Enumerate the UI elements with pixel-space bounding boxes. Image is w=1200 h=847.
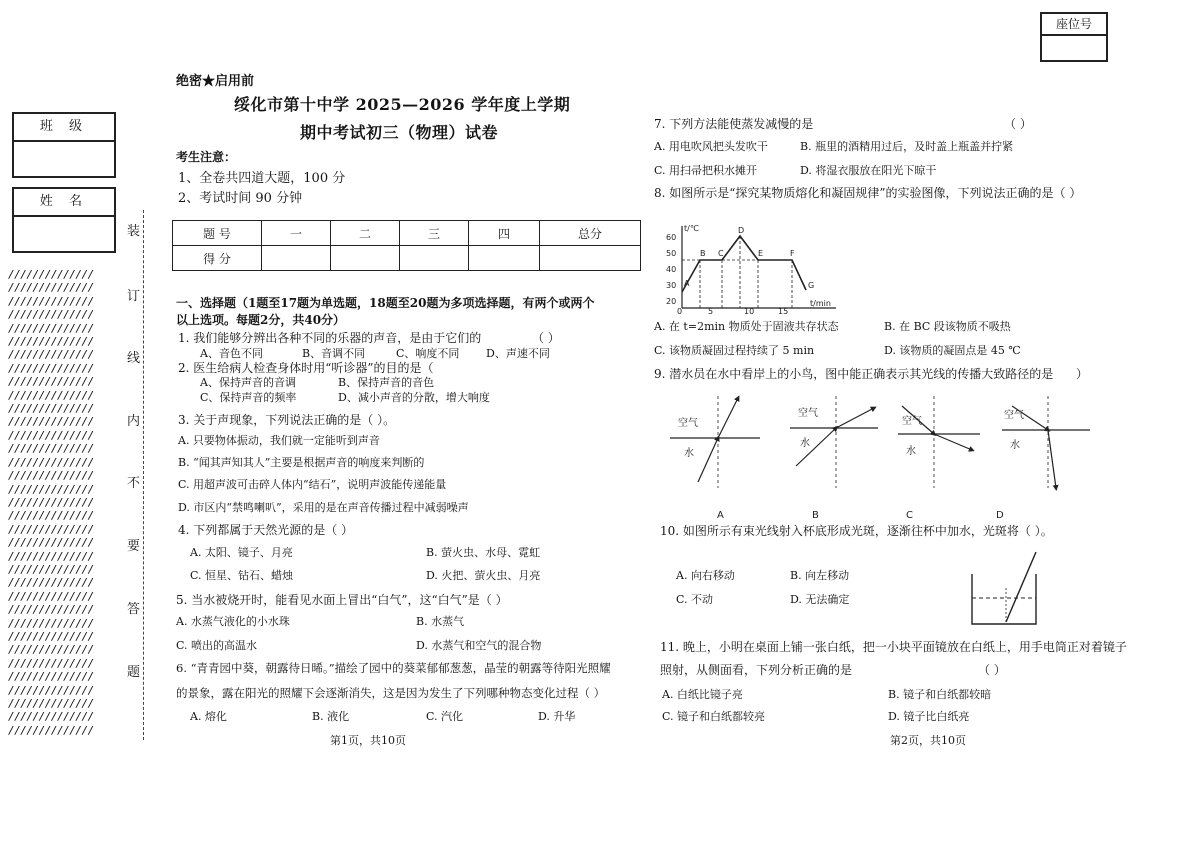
answer-paren[interactable]: （ ） xyxy=(532,331,560,345)
option[interactable]: C. 用超声波可击碎人体内“结石”，说明声波能传递能量 xyxy=(178,478,447,491)
hatch-row: ////////////// xyxy=(8,415,94,429)
graph-point-label: F xyxy=(790,249,795,258)
hatch-row: ////////////// xyxy=(8,268,94,281)
binding-char: 订 xyxy=(127,283,140,306)
question-stem: 2. 医生给病人检查身体时用“听诊器”的目的是（ xyxy=(178,361,434,375)
graph-y-tick: 60 xyxy=(666,233,677,242)
graph-y-tick: 40 xyxy=(666,265,677,274)
option[interactable]: D. 火把、萤火虫、月亮 xyxy=(426,569,541,582)
option[interactable]: A. 白纸比镜子亮 xyxy=(662,688,743,701)
option[interactable]: B、保持声音的音色 xyxy=(338,376,435,389)
binding-line xyxy=(143,210,144,740)
label-air: 空气 xyxy=(798,408,818,419)
hatch-row: ////////////// xyxy=(8,308,94,322)
page-footer-right: 第2页，共10页 xyxy=(890,734,966,747)
score-input[interactable] xyxy=(540,246,641,271)
hatch-row: ////////////// xyxy=(8,629,94,643)
section-title-cont: 以上选项。每题2分，共40分） xyxy=(176,313,346,327)
question-stem: 8. 如图所示是“探究某物质熔化和凝固规律”的实验图像，下列说法正确的是（ ） xyxy=(654,186,1082,200)
hatch-row: ////////////// xyxy=(8,442,94,456)
option[interactable]: C. 镜子和白纸都较亮 xyxy=(662,710,766,723)
label-water: 水 xyxy=(1010,440,1020,451)
hatch-row: ////////////// xyxy=(8,670,94,684)
graph-point-label: B xyxy=(700,249,706,258)
question-stem: 6. “青青园中葵，朝露待日晞。”描绘了园中的葵菜郁郁葱葱，晶莹的朝露等待阳光照耀 xyxy=(176,661,611,675)
option[interactable]: A、音色不同 xyxy=(200,347,263,360)
graph-point-label: E xyxy=(758,249,764,258)
binding-char: 答 xyxy=(127,596,140,619)
option[interactable]: B. 镜子和白纸都较暗 xyxy=(888,688,992,701)
cup-diagram xyxy=(966,548,1046,628)
graph-point-label: D xyxy=(738,226,745,235)
graph-point-label: G xyxy=(808,281,815,290)
option[interactable]: A. 熔化 xyxy=(190,710,227,723)
hatch-row: ////////////// xyxy=(8,469,94,483)
question-stem: 5. 当水被烧开时，能看见水面上冒出“白气”，这“白气”是（ ） xyxy=(176,593,508,607)
label-air: 空气 xyxy=(678,418,698,429)
option[interactable]: C、响度不同 xyxy=(396,347,460,360)
binding-hatch xyxy=(8,268,120,738)
note-item: 2、考试时间 90 分钟 xyxy=(178,191,303,206)
graph-point-label: C xyxy=(718,249,724,258)
hatch-row: ////////////// xyxy=(8,723,94,737)
hatch-row: ////////////// xyxy=(8,562,94,576)
seat-number-label: 座位号 xyxy=(1042,14,1106,36)
section-title: 一、选择题（1题至17题为单选题，18题至20题为多项选择题，有两个或两个 xyxy=(176,296,595,310)
question-stem: 1. 我们能够分辨出各种不同的乐器的声音，是由于它们的 xyxy=(178,331,482,345)
label-water: 水 xyxy=(684,448,694,459)
hatch-row: ////////////// xyxy=(8,536,94,550)
exam-title-line2: 期中考试初三（物理）试卷 xyxy=(300,123,499,142)
refraction-diagrams xyxy=(670,392,1100,522)
score-table-cell: 一 xyxy=(262,221,331,246)
hatch-row: ////////////// xyxy=(8,455,94,469)
hatch-row: ////////////// xyxy=(8,616,94,630)
graph-y-tick: 30 xyxy=(666,281,677,290)
score-table-cell: 总分 xyxy=(540,221,641,246)
option[interactable]: B、音调不同 xyxy=(302,347,366,360)
option[interactable]: B. 在 BC 段该物质不吸热 xyxy=(884,320,1011,333)
hatch-row: ////////////// xyxy=(8,402,94,416)
choice-label: C xyxy=(906,510,913,521)
question-stem: 10. 如图所示有束光线射入杯底形成光斑，逐渐往杯中加水，光斑将（ ）。 xyxy=(660,524,1053,538)
option[interactable]: B. 萤火虫、水母、霓虹 xyxy=(426,546,541,559)
option[interactable]: A. 向右移动 xyxy=(676,569,735,582)
option[interactable]: B. 瓶里的酒精用过后，及时盖上瓶盖并拧紧 xyxy=(800,140,1014,153)
hatch-row: ////////////// xyxy=(8,603,94,617)
option[interactable]: B. 向左移动 xyxy=(790,569,850,582)
option[interactable]: D. 无法确定 xyxy=(790,593,850,606)
option[interactable]: D. 市区内“禁鸣喇叭”，采用的是在声音传播过程中减弱噪声 xyxy=(178,501,469,514)
score-table-cell: 二 xyxy=(331,221,400,246)
option[interactable]: D. 镜子比白纸亮 xyxy=(888,710,970,723)
binding-char: 题 xyxy=(127,659,140,682)
hatch-row: ////////////// xyxy=(8,656,94,670)
hatch-row: ////////////// xyxy=(8,509,94,523)
option[interactable]: B. “闻其声知其人”主要是根据声音的响度来判断的 xyxy=(178,456,425,469)
graph-x-tick: 10 xyxy=(744,307,755,314)
graph-y-label: t/℃ xyxy=(684,224,699,233)
hatch-row: ////////////// xyxy=(8,549,94,563)
option[interactable]: D. 水蒸气和空气的混合物 xyxy=(416,639,542,652)
binding-char: 要 xyxy=(127,533,140,556)
name-label: 姓 名 xyxy=(14,189,114,217)
light-ray xyxy=(1006,552,1036,622)
hatch-row: ////////////// xyxy=(8,522,94,536)
label-water: 水 xyxy=(800,438,810,449)
label-air: 空气 xyxy=(902,416,922,427)
option[interactable]: A. 用电吹风把头发吹干 xyxy=(654,140,768,153)
hatch-row: ////////////// xyxy=(8,428,94,442)
graph-y-tick: 50 xyxy=(666,249,677,258)
hatch-row: ////////////// xyxy=(8,495,94,509)
binding-char: 不 xyxy=(127,470,140,493)
score-table-score-row xyxy=(173,246,641,271)
option[interactable]: C. 用扫帚把积水摊开 xyxy=(654,164,758,177)
hatch-row: ////////////// xyxy=(8,710,94,724)
graph-x-label: t/min xyxy=(810,299,831,308)
seat-number-box[interactable] xyxy=(1040,12,1108,62)
question-stem: 7. 下列方法能使蒸发减慢的是 xyxy=(654,117,814,131)
option[interactable]: D. 该物质的凝固点是 45 ℃ xyxy=(884,344,1021,357)
note-item: 1、全卷共四道大题，100 分 xyxy=(178,171,346,186)
question-stem: 4. 下列都属于天然光源的是（ ） xyxy=(178,523,354,537)
hatch-row: ////////////// xyxy=(8,375,94,389)
hatch-row: ////////////// xyxy=(8,348,94,362)
hatch-row: ////////////// xyxy=(8,643,94,657)
option[interactable]: A. 太阳、镜子、月亮 xyxy=(190,546,293,559)
hatch-row: ////////////// xyxy=(8,388,94,402)
score-table-cell: 三 xyxy=(400,221,469,246)
hatch-row: ////////////// xyxy=(8,335,94,349)
answer-paren[interactable]: （ ） xyxy=(978,663,1006,677)
score-table-cell: 题 号 xyxy=(173,221,262,246)
graph-x-tick: 5 xyxy=(708,307,714,314)
hatch-row: ////////////// xyxy=(8,697,94,710)
option[interactable]: C. 该物质凝固过程持续了 5 min xyxy=(654,344,815,357)
question-stem: 3. 关于声现象，下列说法正确的是（ ）。 xyxy=(178,413,396,427)
score-input[interactable] xyxy=(262,246,331,271)
hatch-row: ////////////// xyxy=(8,321,94,335)
answer-paren[interactable]: （ ） xyxy=(1004,117,1032,131)
option[interactable]: C、保持声音的频率 xyxy=(200,391,297,404)
hatch-row: ////////////// xyxy=(8,294,94,308)
option[interactable]: D、声速不同 xyxy=(486,347,550,360)
graph-x-tick: 0 xyxy=(677,307,683,314)
hatch-row: ////////////// xyxy=(8,281,94,295)
score-table-cell: 得 分 xyxy=(173,246,262,271)
score-input[interactable] xyxy=(331,246,400,271)
binding-char: 线 xyxy=(127,345,140,368)
score-table-cell: 四 xyxy=(469,221,540,246)
cup-outline xyxy=(972,574,1036,624)
label-water: 水 xyxy=(906,446,916,457)
graph-y-tick: 20 xyxy=(666,297,677,306)
class-field[interactable] xyxy=(12,112,116,178)
exam-title-line1: 绥化市第十中学 2025—2026 学年度上学期 xyxy=(234,95,571,114)
option[interactable]: D. 将湿衣服放在阳光下晾干 xyxy=(800,164,937,177)
question-stem-cont: 照射，从侧面看，下列分析正确的是 xyxy=(660,663,853,677)
hatch-row: ////////////// xyxy=(8,361,94,375)
class-label: 班 级 xyxy=(14,114,114,142)
score-input[interactable] xyxy=(400,246,469,271)
choice-label: A xyxy=(717,510,724,521)
option[interactable]: B. 液化 xyxy=(312,710,350,723)
option[interactable]: C. 恒星、钻石、蜡烛 xyxy=(190,569,294,582)
option[interactable]: A. 在 t=2min 物质处于固液共存状态 xyxy=(654,320,839,333)
option[interactable]: C. 不动 xyxy=(676,593,714,606)
graph-point-label: A xyxy=(684,279,690,288)
question-stem-cont: 的景象，露在阳光的照耀下会逐渐消失，这是因为发生了下列哪种物态变化过程（ ） xyxy=(176,686,606,700)
option[interactable]: D. 升华 xyxy=(538,710,576,723)
diagram-c xyxy=(898,396,980,488)
notes-title: 考生注意： xyxy=(176,150,237,164)
choice-label: D xyxy=(996,510,1004,521)
option[interactable]: A、保持声音的音调 xyxy=(200,376,296,389)
graph-x-tick: 15 xyxy=(778,307,789,314)
hatch-row: ////////////// xyxy=(8,482,94,496)
binding-char: 装 xyxy=(127,218,140,241)
diagram-a xyxy=(670,396,760,488)
option[interactable]: A. 水蒸气液化的小水珠 xyxy=(176,615,290,628)
choice-label: B xyxy=(812,510,819,521)
option[interactable]: C. 喷出的高温水 xyxy=(176,639,258,652)
name-field[interactable] xyxy=(12,187,116,253)
label-air: 空气 xyxy=(1004,410,1024,421)
binding-char: 内 xyxy=(127,408,140,431)
secret-mark: 绝密★启用前 xyxy=(176,74,255,89)
option[interactable]: A. 只要物体振动，我们就一定能听到声音 xyxy=(178,434,380,447)
question-stem: 11. 晚上，小明在桌面上铺一张白纸，把一小块平面镜放在白纸上，用手电筒正对着镜子 xyxy=(660,640,1127,654)
score-input[interactable] xyxy=(469,246,540,271)
hatch-row: ////////////// xyxy=(8,683,94,697)
option[interactable]: B. 水蒸气 xyxy=(416,615,465,628)
temperature-curve xyxy=(682,236,806,292)
score-table xyxy=(172,220,641,271)
question-stem: 9. 潜水员在水中看岸上的小鸟，图中能正确表示其光线的传播大致路径的是 xyxy=(654,367,1054,381)
page-footer-left: 第1页，共10页 xyxy=(330,734,406,747)
answer-paren[interactable]: ） xyxy=(1076,367,1089,381)
hatch-row: ////////////// xyxy=(8,576,94,590)
option[interactable]: D、减小声音的分散，增大响度 xyxy=(338,391,490,404)
score-table-header-row xyxy=(173,221,641,246)
melting-graph xyxy=(660,222,840,314)
option[interactable]: C. 汽化 xyxy=(426,710,464,723)
hatch-row: ////////////// xyxy=(8,589,94,603)
